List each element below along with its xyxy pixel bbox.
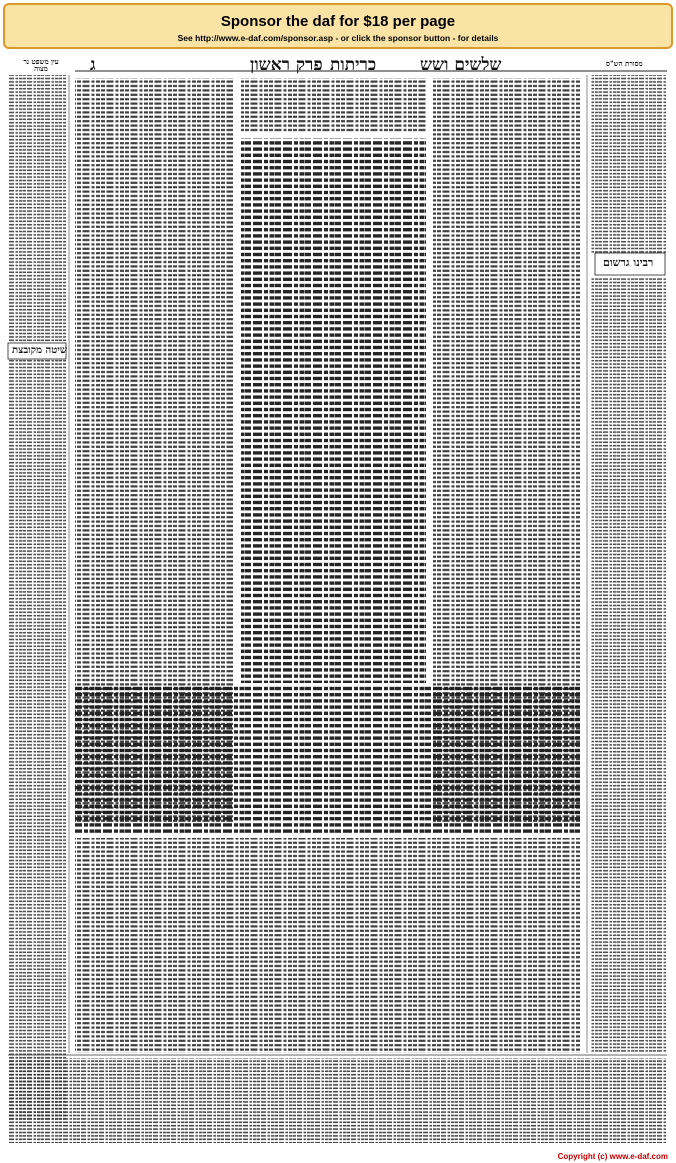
talmud-page-image bbox=[5, 53, 671, 1153]
daf-number: ג bbox=[90, 55, 96, 75]
sponsor-banner[interactable] bbox=[3, 3, 673, 49]
copyright-notice: Copyright (c) www.e-daf.com bbox=[557, 1152, 668, 1161]
sponsor-title[interactable]: Sponsor the daf for $18 per page bbox=[220, 13, 456, 30]
rabbeinu-gershom-label: רבינו גרשום bbox=[603, 256, 654, 269]
shita-mekubetzet-label: שיטה מקובצת bbox=[12, 345, 67, 356]
right-margin-label: מסורת הש"ס bbox=[606, 59, 643, 68]
masechet-title: כריתות bbox=[330, 55, 377, 75]
perek-label: פרק ראשון bbox=[250, 55, 323, 75]
perek-name: שלשים ושש bbox=[420, 55, 502, 75]
sponsor-subtitle[interactable]: See http://www.e-daf.com/sponsor.asp - or click the sponsor button - for details bbox=[177, 33, 499, 43]
left-margin-label: עין משפט נר מצוה bbox=[23, 57, 59, 73]
